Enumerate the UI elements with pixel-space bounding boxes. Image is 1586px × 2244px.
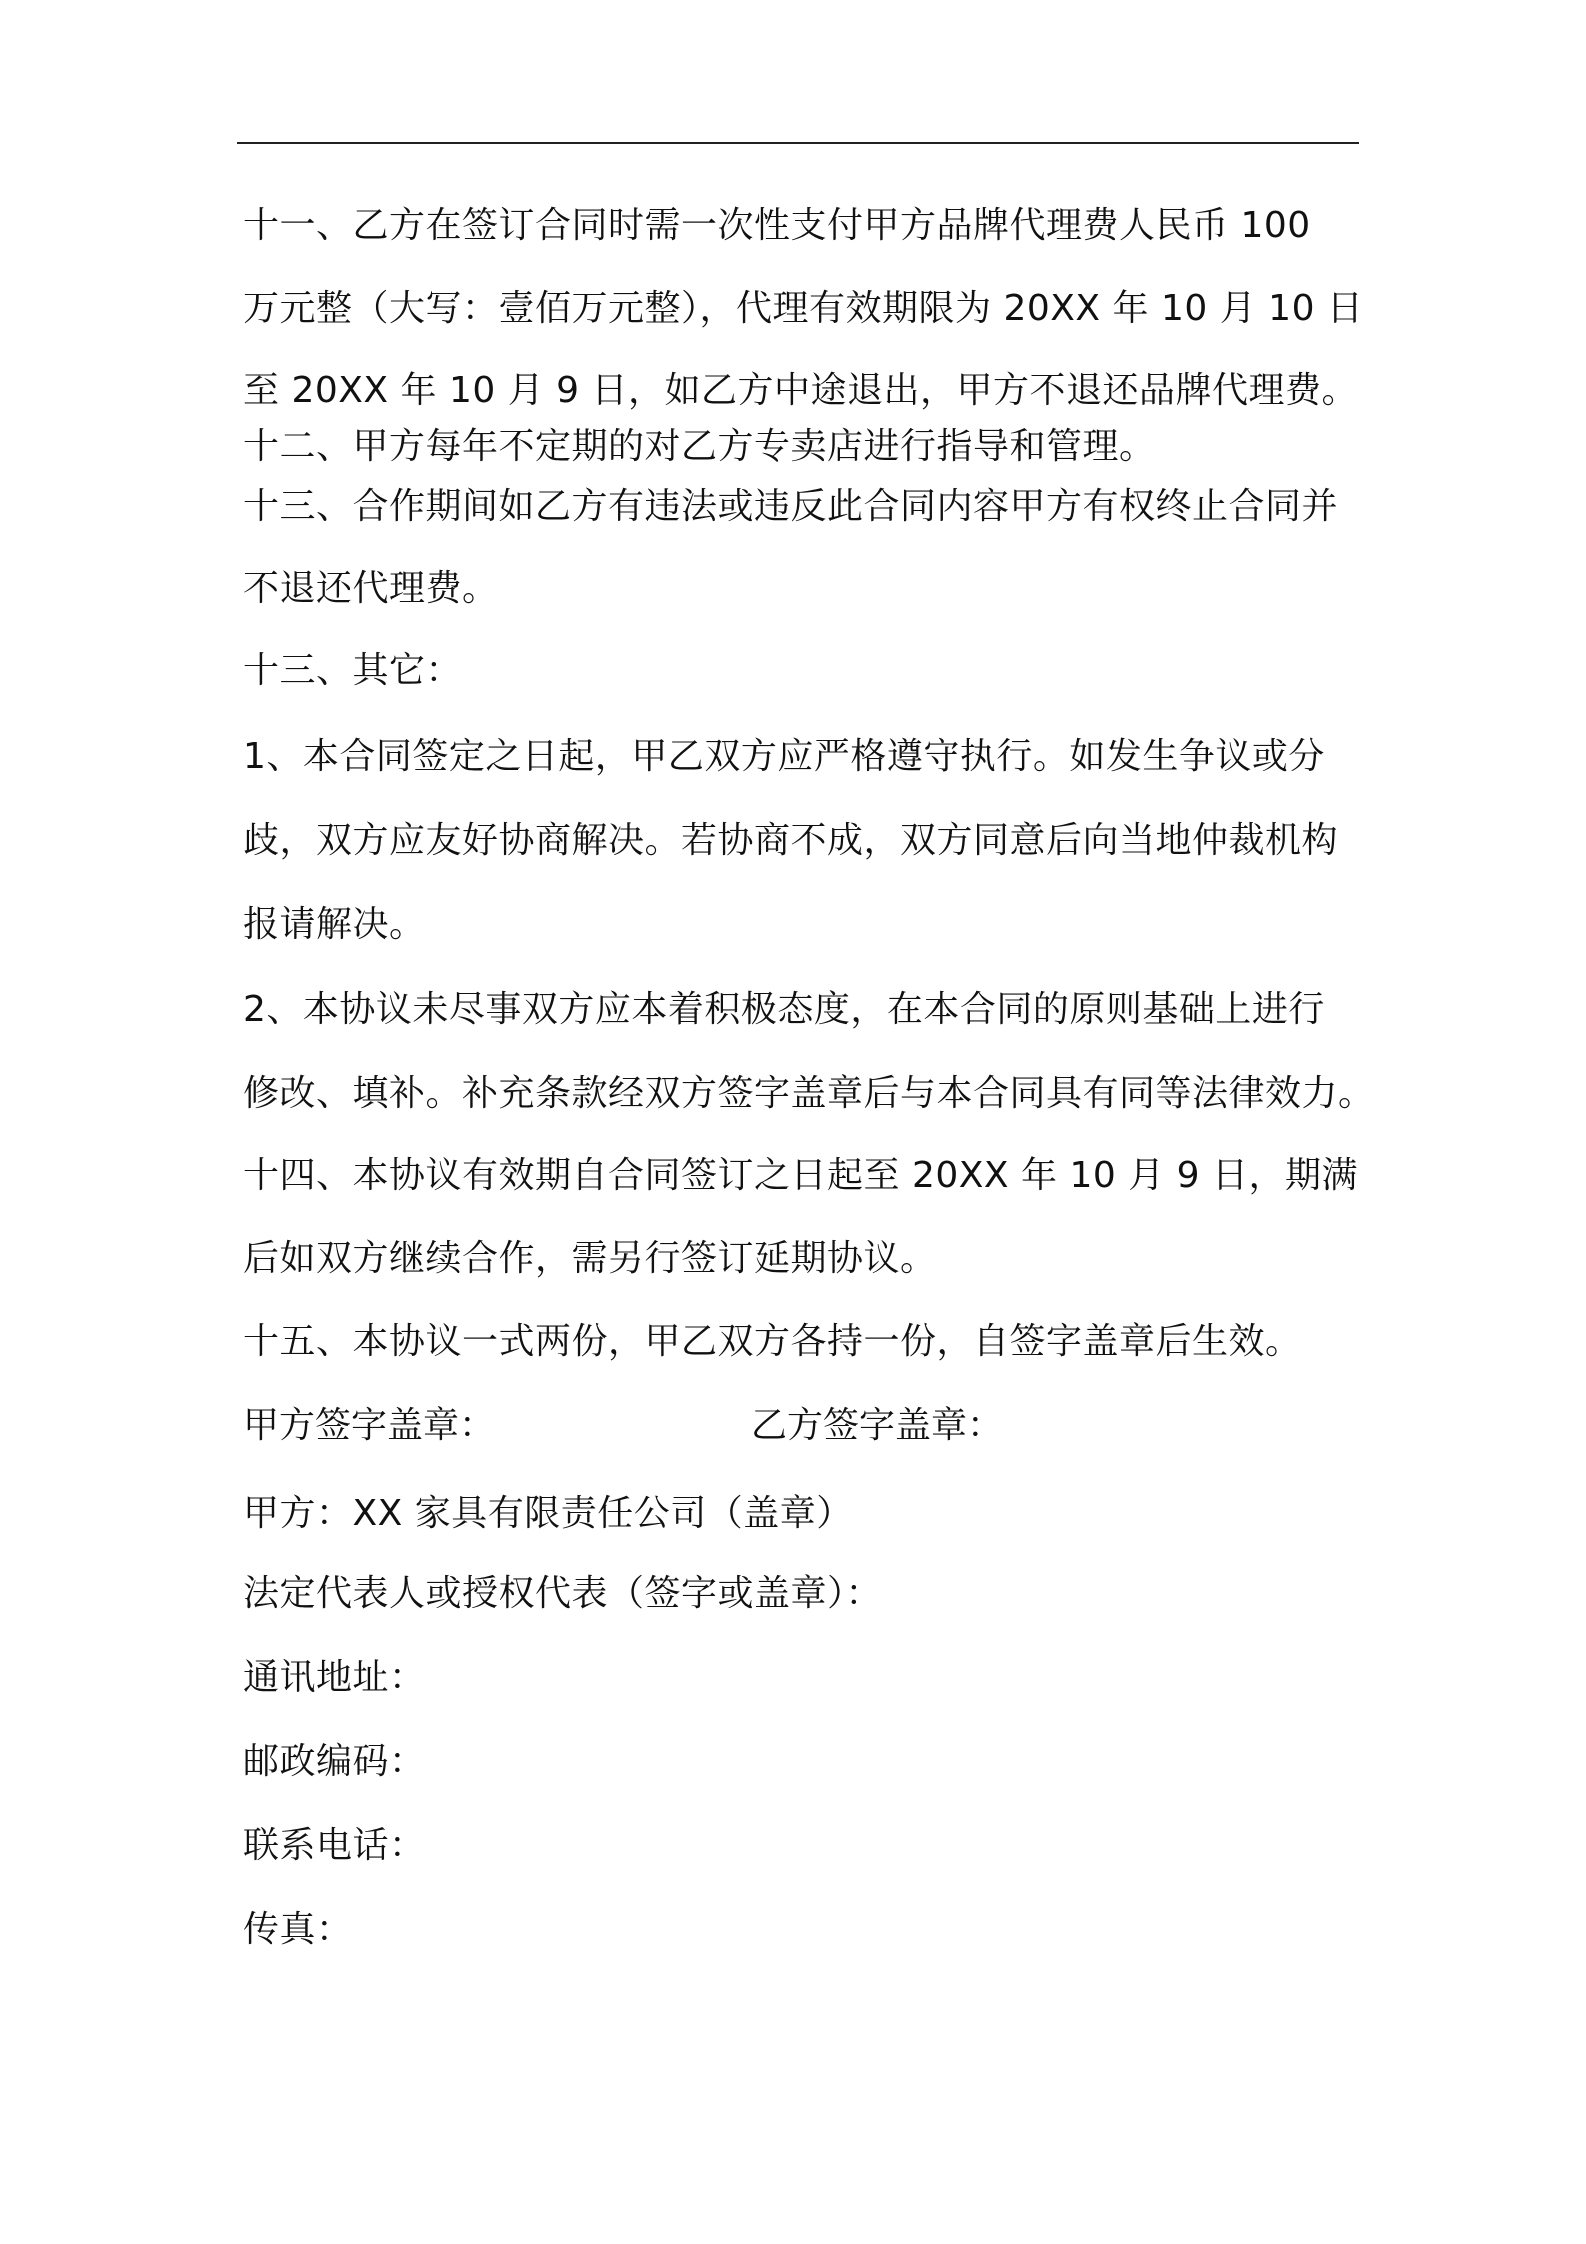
party-b-signature-label: 乙方签字盖章： [751, 1405, 1004, 1446]
party-a-fax: 传真： [243, 1909, 353, 1950]
clause-11-line-2: 万元整（大写：壹佰万元整），代理有效期限为 20XX 年 10 月 10 日 [243, 288, 1364, 329]
clause-other-item1-line-2: 歧，双方应友好协商解决。若协商不成，双方同意后向当地仲裁机构 [243, 820, 1339, 861]
clause-other-item1-line-3: 报请解决。 [243, 904, 426, 945]
clause-14-line-2: 后如双方继续合作，需另行签订延期协议。 [243, 1238, 937, 1279]
clause-11 [243, 198, 1363, 419]
clause-other-item2-line-1: 2、本协议未尽事双方应本着积极态度，在本合同的原则基础上进行 [243, 989, 1325, 1030]
clause-11-line-3: 至 20XX 年 10 月 9 日，如乙方中途退出，甲方不退还品牌代理费。 [243, 370, 1359, 411]
clause-12-line-1: 十二、甲方每年不定期的对乙方专卖店进行指导和管理。 [243, 426, 1156, 467]
header-rule [237, 142, 1359, 144]
clause-other [243, 643, 1375, 1122]
clause-13-line-1: 十三、合作期间如乙方有违法或违反此合同内容甲方有权终止合同并 [243, 486, 1339, 527]
clause-other-item2-line-2: 修改、填补。补充条款经双方签字盖章后与本合同具有同等法律效力。 [243, 1073, 1375, 1114]
clause-other-item1-line-1: 1、本合同签定之日起，甲乙双方应严格遵守执行。如发生争议或分 [243, 736, 1325, 777]
clause-11-line-1: 十一、乙方在签订合同时需一次性支付甲方品牌代理费人民币 100 [243, 205, 1311, 246]
clause-other-heading: 十三、其它： [243, 650, 463, 691]
party-a-info [243, 1486, 1363, 1958]
party-a-signature-label: 甲方签字盖章： [243, 1405, 496, 1446]
clause-14 [243, 1148, 1363, 1287]
party-a-phone: 联系电话： [243, 1825, 426, 1866]
contract-body [243, 198, 1375, 1958]
party-a-representative: 法定代表人或授权代表（签字或盖章）： [243, 1573, 883, 1614]
clause-15 [243, 1314, 1363, 1370]
clause-14-line-1: 十四、本协议有效期自合同签订之日起至 20XX 年 10 月 9 日，期满 [243, 1155, 1359, 1196]
party-a-company: 甲方：XX 家具有限责任公司（盖章） [243, 1493, 853, 1534]
clause-15-line-1: 十五、本协议一式两份，甲乙双方各持一份，自签字盖章后生效。 [243, 1321, 1302, 1362]
clause-13-line-2: 不退还代理费。 [243, 568, 499, 609]
party-a-address: 通讯地址： [243, 1657, 426, 1698]
party-a-postal-code: 邮政编码： [243, 1741, 426, 1782]
signature-row [243, 1398, 1363, 1454]
clause-12 [243, 419, 1363, 475]
clause-13 [243, 479, 1363, 617]
